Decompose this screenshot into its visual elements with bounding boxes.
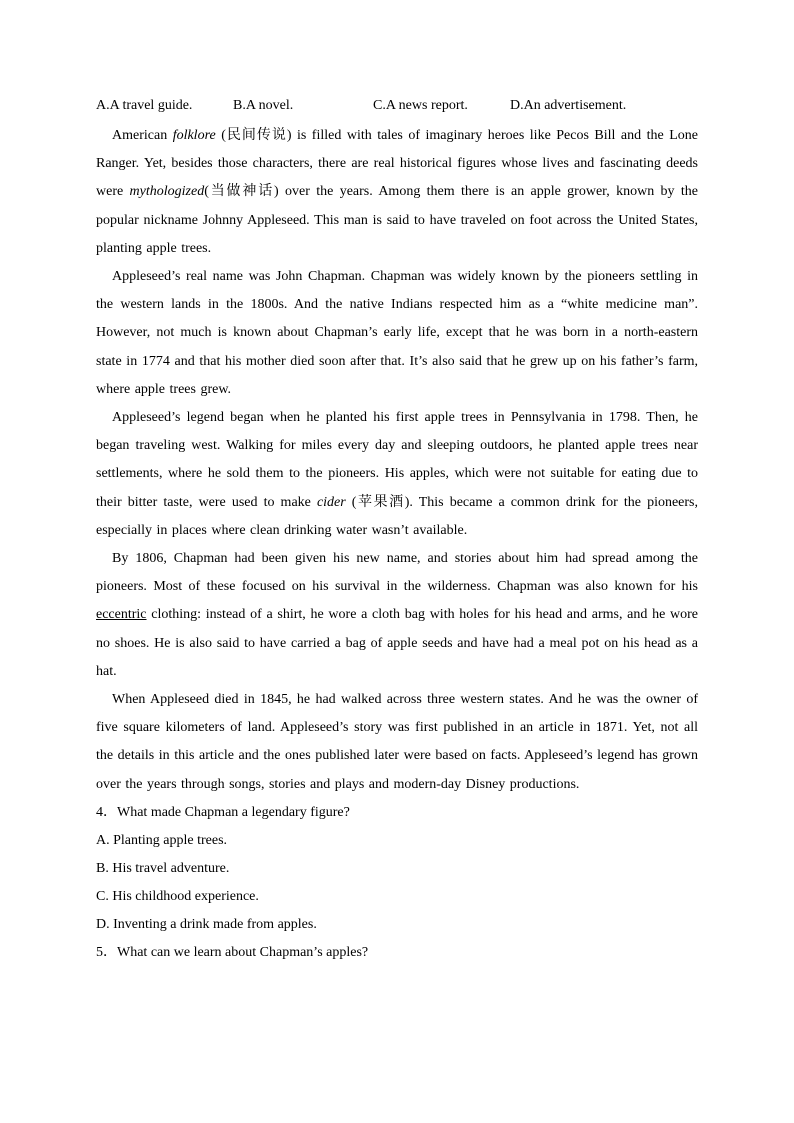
- prev-option-d: D.An advertisement.: [510, 98, 627, 113]
- question-5-stem: 5．What can we learn about Chapman’s apples?: [96, 944, 369, 960]
- mythologized-term: mythologized: [129, 184, 205, 200]
- passage-paragraph-5: When Appleseed died in 1845, he had walked across three western states. And he was the owner of five square kilometers of land. Appleseed’s story was first published in an article in 1871. Yet, not all the details in this article and the ones published later were based on facts. Appleseed’s legend has grown over the years through songs, stories and plays and modern-day Disney productions.: [96, 692, 698, 792]
- passage-paragraph-1: American folklore (民间传说) is filled with tales of imaginary heroes like Pecos Bill and the Lone Ranger. Yet, besides those characters, there are real historical figures whose lives and fascinating deeds were mythologized(当做神话) over the years. Among them there is an apple grower, known by the popular nickname Johnny Appleseed. This man is said to have traveled on foot across the United States, planting apple trees.: [96, 128, 698, 256]
- prev-option-c: C.A news report.: [373, 98, 468, 113]
- question-4-option-a: A. Planting apple trees.: [96, 833, 228, 849]
- prev-option-a: A.A travel guide.: [96, 98, 193, 113]
- cider-term: cider: [316, 494, 346, 510]
- passage-paragraph-3: Appleseed’s legend began when he planted his first apple trees in Pennsylvania in 1798. Then, he began traveling west. Walking for miles every day and sleeping outdoors, he planted apple trees near settlements, where he sold them to the pioneers. His apples, which were not suitable for eating due to their bitter taste, were used to make cider (苹果酒). This became a common drink for the pioneers, especially in places where clean drinking water wasn’t available.: [96, 410, 698, 538]
- passage-paragraph-4: By 1806, Chapman had been given his new name, and stories about him had spread among the pioneers. Most of these focused on his survival in the wilderness. Chapman was also known for his eccentric clothing: instead of a shirt, he wore a cloth bag with holes for his head and arms, and he wore no shoes. He is also said to have carried a bag of apple seeds and have had a meal pot on his head as a hat.: [96, 551, 698, 679]
- eccentric-underlined-word: eccentric: [96, 607, 147, 623]
- question-4-option-b: B. His travel adventure.: [96, 861, 230, 877]
- document-page: [96, 94, 698, 967]
- folklore-term: folklore: [172, 128, 216, 143]
- prev-option-b: B.A novel.: [233, 98, 294, 113]
- passage-paragraph-2: Appleseed’s real name was John Chapman. Chapman was widely known by the pioneers settling in the western lands in the 1800s. And the native Indians respected him as a “white medicine man”. However, not much is known about Chapman’s early life, except that he was born in a north-eastern state in 1774 and that his mother died soon after that. It’s also said that he grew up on his father’s farm, where apple trees grew.: [96, 269, 698, 397]
- question-4-option-d: D. Inventing a drink made from apples.: [96, 916, 317, 932]
- question-4-option-c: C. His childhood experience.: [96, 888, 259, 904]
- previous-question-options: [96, 94, 698, 118]
- question-4-stem: 4．What made Chapman a legendary figure?: [96, 804, 350, 820]
